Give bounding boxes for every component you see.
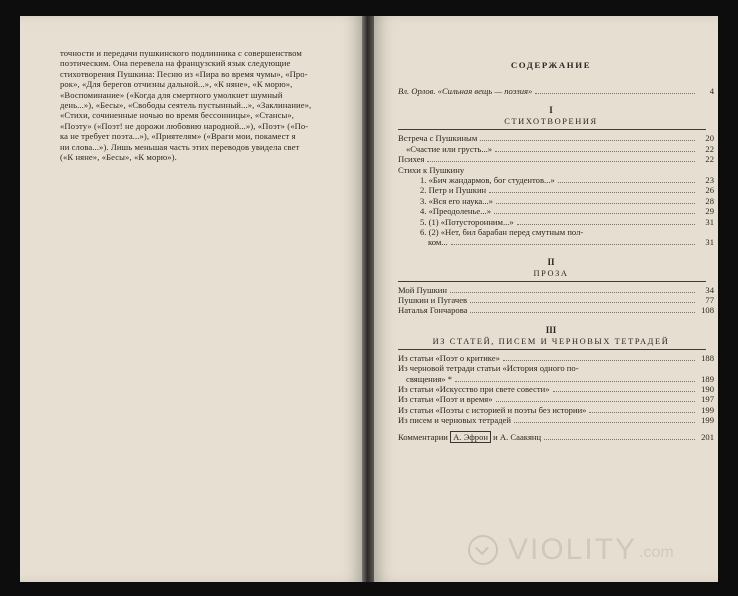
toc-entry-title: «Счастие или грусть...» [406,143,493,154]
toc-entry-title: 4. «Преодоленье...» [420,206,491,217]
toc-entry-page: 29 [705,206,714,217]
toc-entry-title: 1. «Бич жандармов, бог студентов...» [420,174,555,185]
toc-entry [398,175,714,185]
section-heading: СТИХОТВОРЕНИЯ [504,117,598,127]
commentary-author-boxed: А. Эфрон [450,431,491,443]
toc-entry [398,384,714,394]
table-of-contents [398,60,714,444]
toc-entry-page: 31 [705,237,714,248]
toc-entry [398,144,714,154]
toc-entry-title: 2. Петр и Пушкин [420,185,487,196]
commentary-author-rest: и А. Саакянц [493,431,542,442]
toc-sections [398,104,714,425]
toc-commentary-entry [398,430,714,444]
toc-entry-title: Наталья Гончарова [398,305,468,316]
left-text-line: «Стихи, сочиненные ночью во время бессонницы», «Стансы», [60,110,295,121]
violity-logo-icon [468,535,498,565]
left-page-text [60,48,352,162]
section-numeral: II [547,256,555,267]
toc-entry-page: 23 [705,174,714,185]
left-text-line: ни слова...»). Лишь меньшая часть этих переводов увидела свет [60,141,300,152]
left-text-line: «Поэту» («Поэт! не дорожи любовию народной...»), «Поэт» («По- [60,120,309,131]
left-text-line: точности и передачи пушкинского подлинника с совершенством [60,48,302,58]
toc-entry [398,415,714,425]
toc-entry-page: 188 [701,352,714,363]
toc-entry [398,405,714,415]
toc-entry [398,217,714,227]
dot-leader [503,360,695,361]
toc-entry-page: 4 [709,86,714,96]
toc-entry [398,227,714,237]
dot-leader [455,381,695,382]
section-rule [398,281,706,282]
dot-leader [517,224,695,225]
dot-leader [495,151,695,152]
watermark-text: VIOLITY [508,533,638,566]
toc-entry-page: 77 [705,295,714,306]
toc-entry-title: Пушкин и Пугачев [398,295,468,306]
toc-entry [398,363,714,373]
toc-entry-page: 31 [705,216,714,227]
toc-entry-page: 20 [705,133,714,144]
toc-title: СОДЕРЖАНИЕ [510,60,592,70]
section-numeral: I [549,105,553,116]
book-spine [362,16,374,582]
toc-entry-title: Из статьи «Поэты с историей и поэты без истории» [398,404,587,415]
toc-entry [398,394,714,404]
dot-leader [496,401,695,402]
dot-leader [514,422,695,423]
toc-entry-page: 197 [701,394,714,405]
toc-intro-entry [398,86,714,96]
dot-leader [480,140,695,141]
toc-entry [398,133,714,143]
toc-entry-page: 199 [701,404,714,415]
dot-leader [553,391,695,392]
toc-entry-page: 199 [701,415,714,426]
dot-leader [535,93,695,94]
toc-entry [398,353,714,363]
dot-leader [450,292,695,293]
toc-entry-title: Вл. Орлов. «Сильная вещь — поэзия» [398,86,533,96]
toc-entry-title: Из статьи «Поэт о критике» [398,352,500,363]
toc-entry [398,237,714,247]
watermark [468,532,718,568]
left-text-line: рок», «Для берегов отчизны дальной...», «К няне», «К морю», [60,79,293,90]
section-rule [398,349,706,350]
toc-entry [398,295,714,305]
toc-entry [398,165,714,175]
toc-entry-title: 5. (1) «Потусторонним...» [420,216,514,227]
toc-entry-title: Из писем и черновых тетрадей [398,415,511,426]
toc-entry-page: 22 [705,154,714,165]
toc-entry [398,185,714,195]
toc-entry-title: 3. «Вся его наука...» [420,195,493,206]
commentary-prefix: Комментарии [398,431,448,442]
dot-leader [427,161,695,162]
dot-leader [470,302,695,303]
toc-entry-title: Из статьи «Поэт и время» [398,394,493,405]
toc-entry-page: 190 [701,384,714,395]
toc-entry-page: 201 [701,431,714,442]
toc-entry-title: Встреча с Пушкиным [398,133,478,144]
toc-entry [398,154,714,164]
dot-leader [558,182,695,183]
left-text-line: «Воспоминание» («Когда для смертного умолкнет шумный [60,89,283,100]
toc-entry-page: 34 [705,284,714,295]
left-text-line: поэтическим. Она перевела на французский язык следующие [60,58,291,69]
toc-entry [398,285,714,295]
dot-leader [544,439,695,440]
toc-entry-title: 6. (2) «Нет, бил барабан перед смутным пол- [420,226,584,237]
toc-entry-title: Мой Пушкин [398,284,447,295]
section-heading: ПРОЗА [533,268,569,278]
toc-entry-title: Из статьи «Искусство при свете совести» [398,384,550,395]
section-numeral: III [545,324,557,335]
toc-entry-page: 189 [701,373,714,384]
toc-entry [398,196,714,206]
dot-leader [470,312,695,313]
toc-entry-title: Из черновой тетради статьи «История одного по- [398,363,579,374]
section-heading: ИЗ СТАТЕЙ, ПИСЕМ И ЧЕРНОВЫХ ТЕТРАДЕЙ [432,336,670,346]
toc-entry-title: ком... [428,237,448,248]
toc-entry-page: 26 [705,185,714,196]
left-text-line: ка не требует поэта...»), «Приятелям» («Враги мои, покамест я [60,131,296,142]
toc-entry [398,374,714,384]
toc-entry-title: священия» * [406,373,453,384]
toc-entry-page: 28 [705,195,714,206]
left-text-line: день...»), «Бесы», «Свободы сеятель пустынный...», «Заклинание», [60,100,312,111]
section-rule [398,129,706,130]
dot-leader [589,412,695,413]
dot-leader [489,192,695,193]
left-text-line: («К няне», «Бесы», «К морю»). [60,152,177,163]
watermark-tld: .com [639,544,674,561]
toc-entry [398,305,714,315]
dot-leader [451,244,695,245]
toc-entry-title: Психея [398,154,425,165]
toc-entry-page: 108 [701,305,714,316]
dot-leader [494,213,695,214]
dot-leader [496,203,695,204]
toc-entry-title: Стихи к Пушкину [398,164,465,175]
left-text-line: стихотворения Пушкина: Песню из «Пира во время чумы», «Про- [60,68,308,79]
toc-entry-page: 22 [705,143,714,154]
toc-entry [398,206,714,216]
